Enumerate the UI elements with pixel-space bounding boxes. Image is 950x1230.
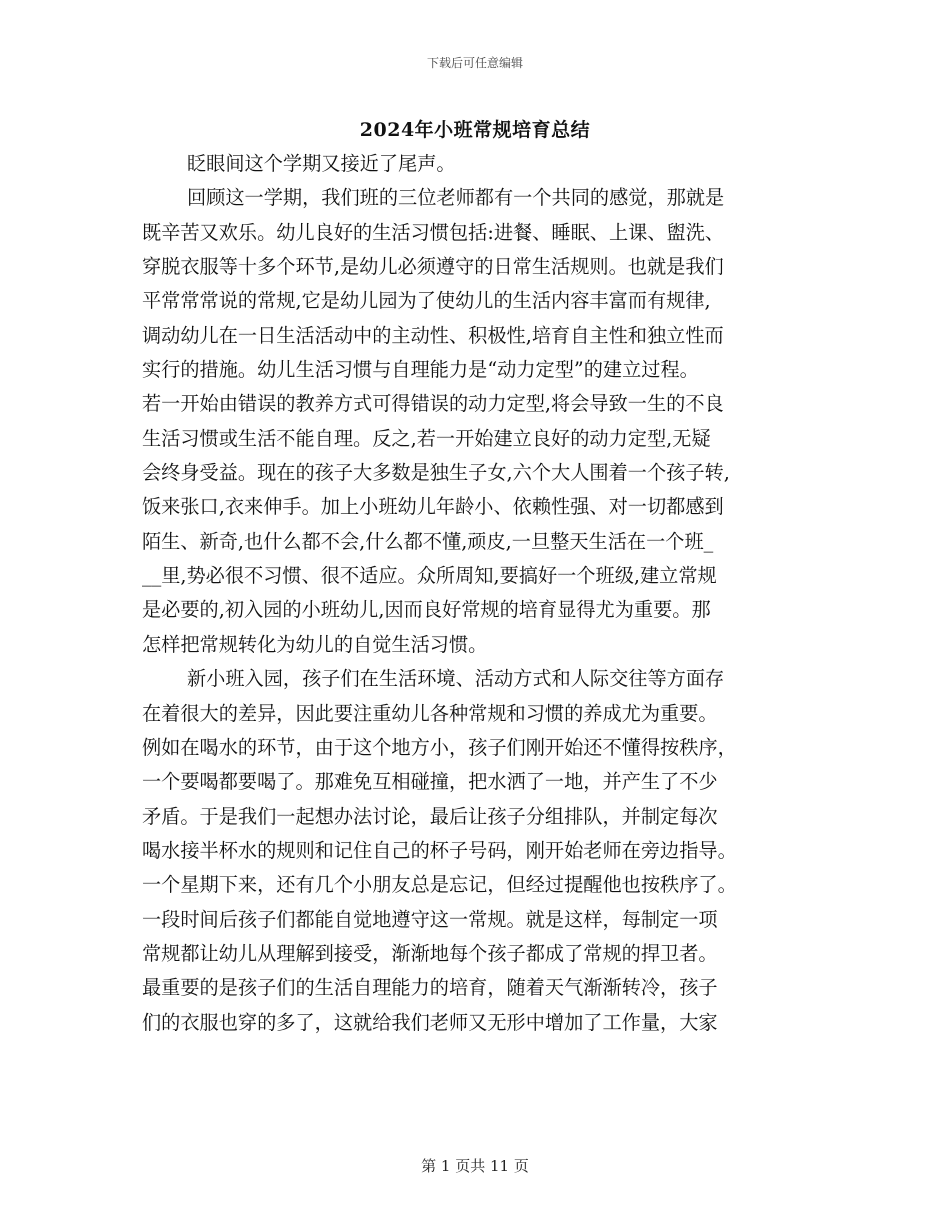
paragraph-line: 一个星期下来，还有几个小朋友总是忘记，但经过提醒他也按秩序了。 (142, 873, 737, 897)
paragraph-line: 新小班入园，孩子们在生活环境、活动方式和人际交往等方面存 (187, 667, 725, 691)
paragraph-line: 常规都让幼儿从理解到接受，渐渐地每个孩子都成了常规的捍卫者。 (142, 941, 718, 965)
paragraph-line: 怎样把常规转化为幼儿的自觉生活习惯。 (142, 632, 488, 656)
paragraph-line: 眨眼间这个学期又接近了尾声。 (187, 152, 456, 175)
paragraph-line: 们的衣服也穿的多了，这就给我们老师又无形中增加了工作量，大家 (142, 1010, 718, 1034)
paragraph-line: __里,势必很不习惯、很不适应。众所周知,要搞好一个班级,建立常规 (142, 564, 717, 588)
page-number: 第 1 页共 11 页 (421, 1157, 529, 1175)
paragraph-line: 喝水接半杯水的规则和记住自己的杯子号码，刚开始老师在旁边指导。 (142, 838, 737, 862)
paragraph-line: 调动幼儿在一日生活活动中的主动性、积极性,培育自主性和独立性而 (142, 323, 724, 347)
paragraph-line: 实行的措施。幼儿生活习惯与自理能力是“动力定型”的建立过程。 (142, 358, 699, 382)
document-title: 2024年小班常规培育总结 (359, 119, 591, 141)
paragraph-line: 生活习惯或生活不能自理。反之,若一开始建立良好的动力定型,无疑 (142, 426, 711, 450)
header-note: 下载后可任意编辑 (426, 56, 523, 70)
paragraph-line: 矛盾。于是我们一起想办法讨论，最后让孩子分组排队，并制定每次 (142, 804, 718, 828)
paragraph-line: 一段时间后孩子们都能自觉地遵守这一常规。就是这样，每制定一项 (142, 907, 718, 931)
paragraph-line: 例如在喝水的环节，由于这个地方小，孩子们刚开始还不懂得按秩序， (142, 735, 737, 759)
document-body (142, 147, 802, 1040)
paragraph-line: 平常常常说的常规,它是幼儿园为了使幼儿的生活内容丰富而有规律, (142, 289, 711, 313)
paragraph-line: 一个要喝都要喝了。那难免互相碰撞，把水洒了一地，并产生了不少 (142, 770, 718, 794)
paragraph-line: 饭来张口,衣来伸手。加上小班幼儿年龄小、依赖性强、对一切都感到 (142, 495, 724, 519)
paragraph-line: 是必要的,初入园的小班幼儿,因而良好常规的培育显得尤为重要。那 (142, 598, 711, 622)
paragraph-line: 穿脱衣服等十多个环节,是幼儿必须遵守的日常生活规则。也就是我们 (142, 255, 724, 279)
paragraph-line: 会终身受益。现在的孩子大多数是独生子女,六个大人围着一个孩子转, (142, 461, 730, 485)
paragraph-line: 既辛苦又欢乐。幼儿良好的生活习惯包括:进餐、睡眠、上课、盥洗、 (142, 220, 725, 244)
paragraph-line: 回顾这一学期，我们班的三位老师都有一个共同的感觉，那就是 (187, 186, 725, 210)
paragraph-line: 陌生、新奇,也什么都不会,什么都不懂,顽皮,一旦整天生活在一个班_ (142, 529, 714, 553)
paragraph-line: 在着很大的差异，因此要注重幼儿各种常规和习惯的养成尤为重要。 (142, 701, 718, 725)
paragraph-line: 最重要的是孩子们的生活自理能力的培育，随着天气渐渐转冷，孩子 (142, 976, 718, 1000)
paragraph-line: 若一开始由错误的教养方式可得错误的动力定型,将会导致一生的不良 (142, 392, 724, 416)
